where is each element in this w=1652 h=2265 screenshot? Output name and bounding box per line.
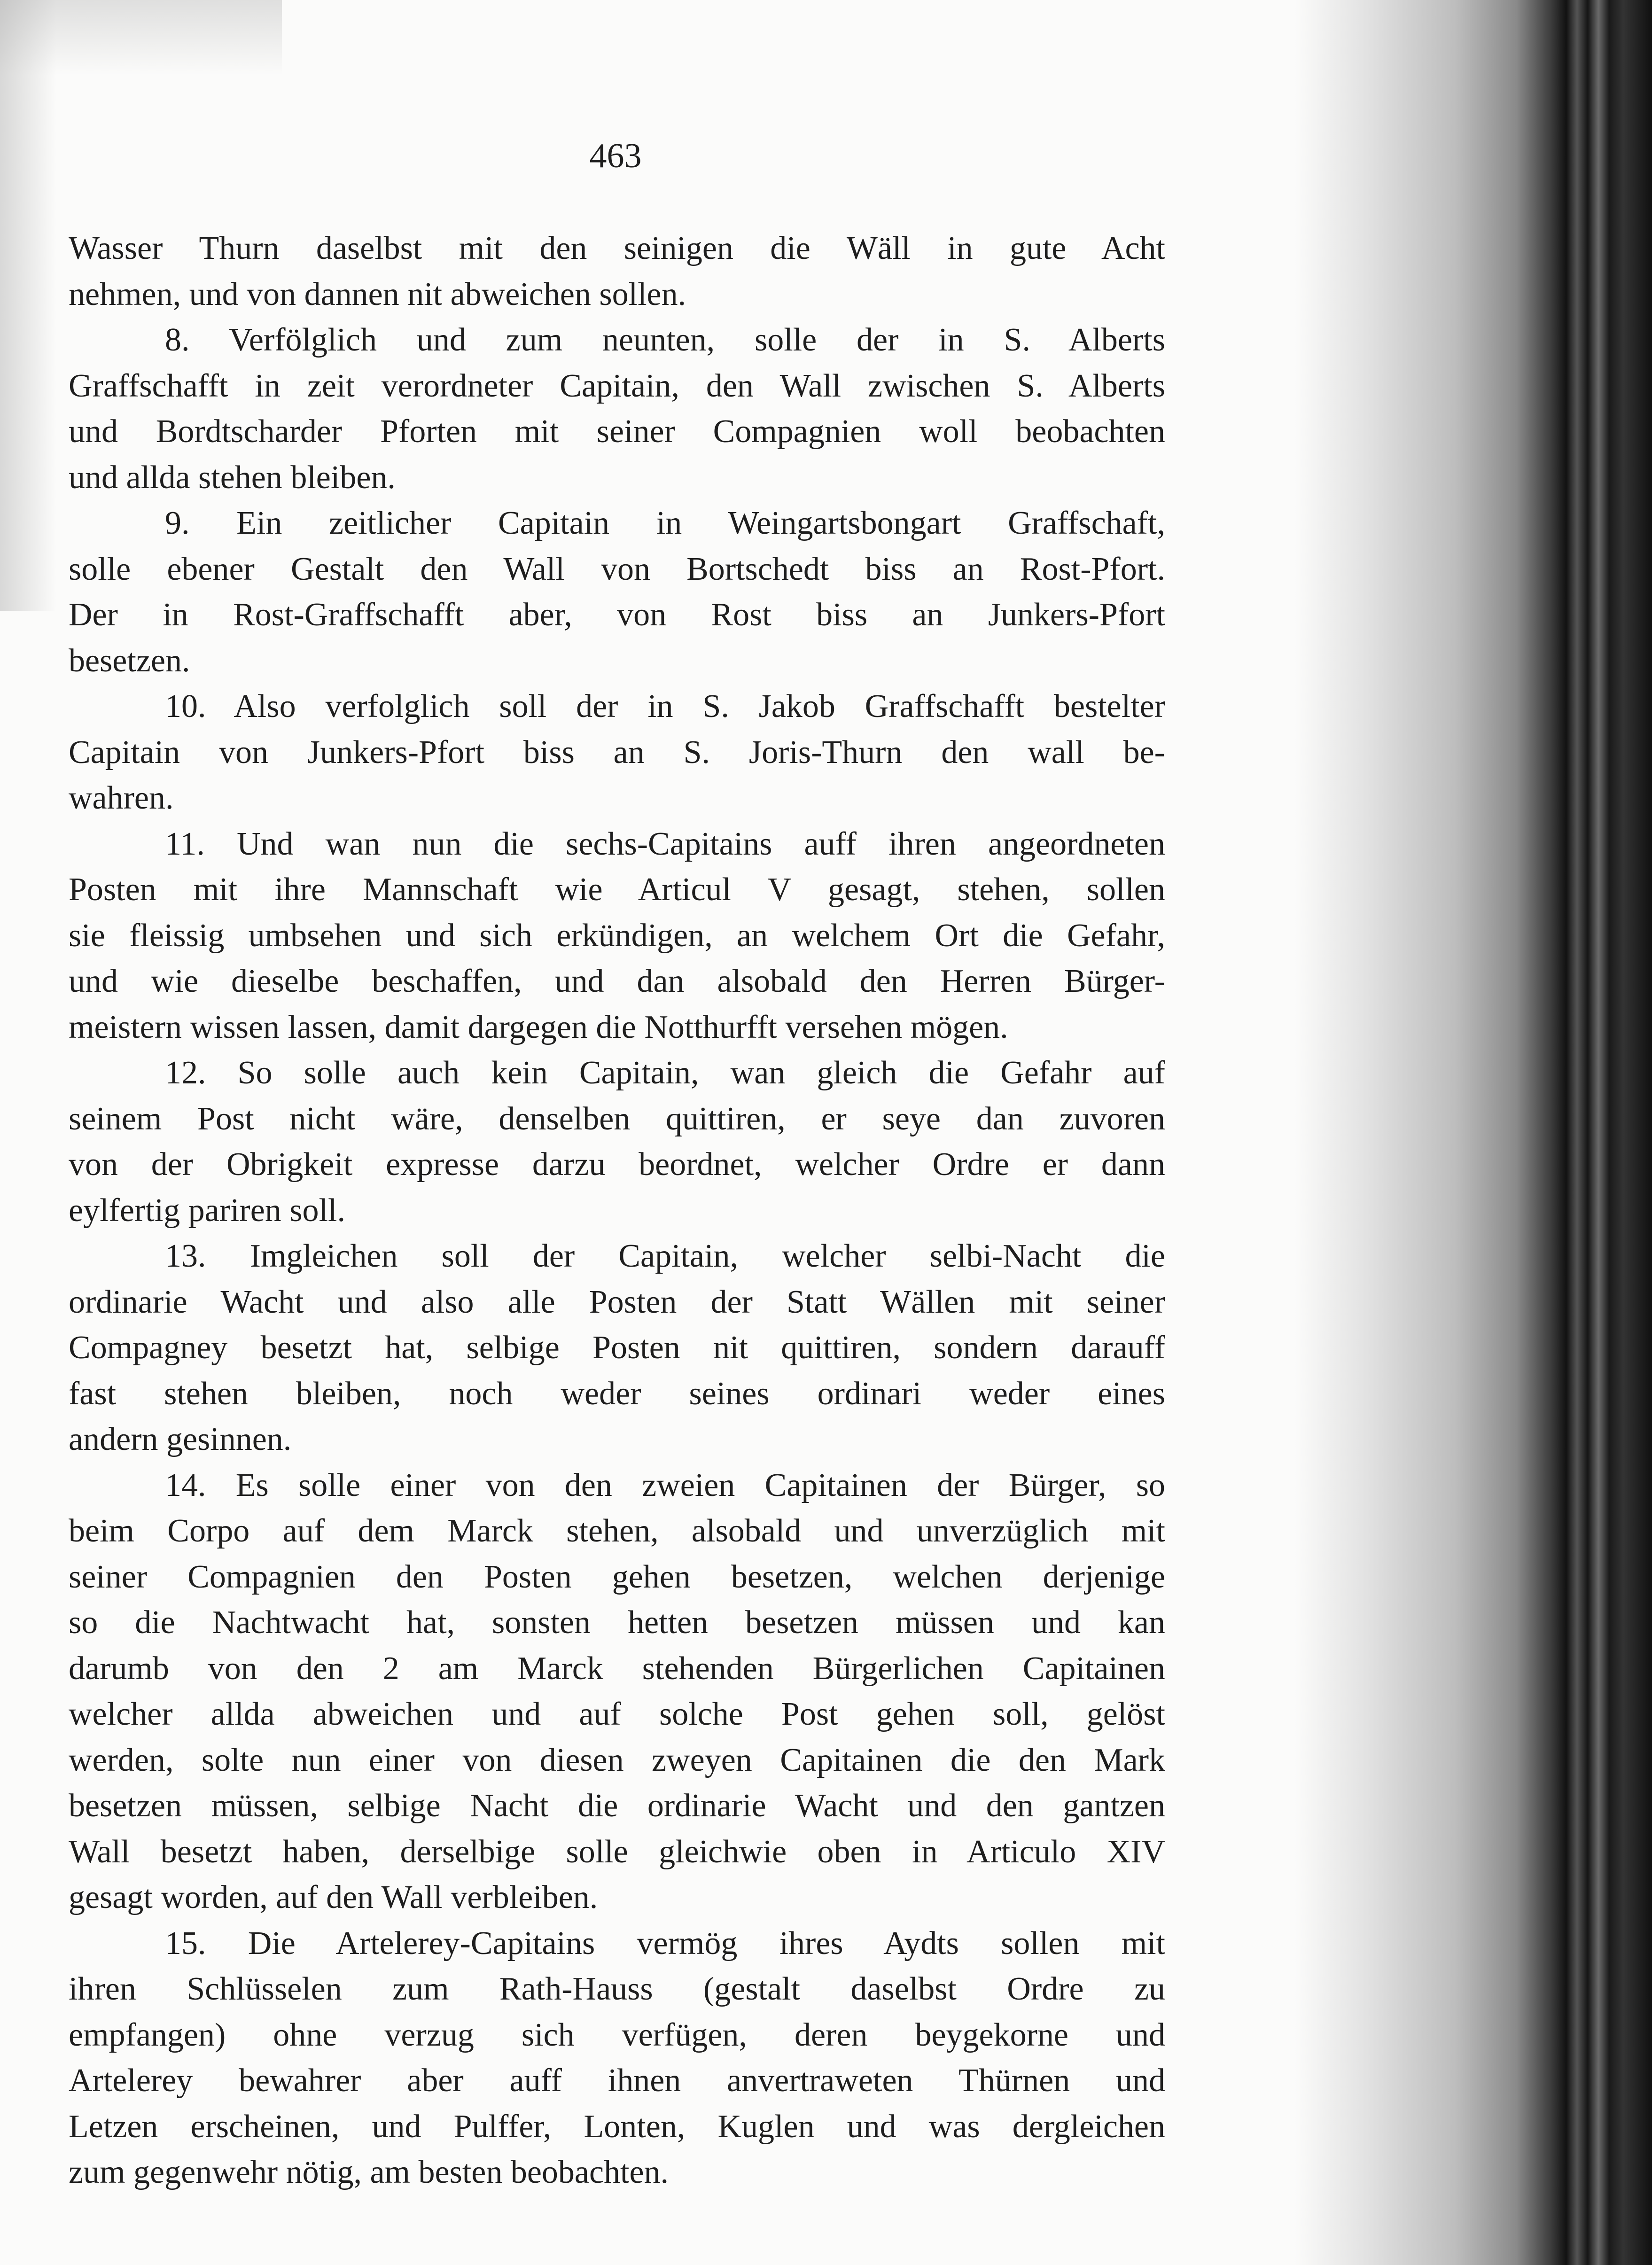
text-line: wahren. xyxy=(69,780,174,816)
text-line: seinem Post nicht wäre, denselben quittiren, er seye dan zuvoren xyxy=(69,1100,1165,1137)
text-line: nehmen, und von dannen nit abweichen sollen. xyxy=(69,276,686,312)
text-line: zum gegenwehr nötig, am besten beobachten. xyxy=(69,2154,669,2190)
text-line: 11. Und wan nun die sechs-Capitains auff ihren angeordneten xyxy=(165,825,1165,862)
body-text xyxy=(69,226,1165,2195)
text-line: meistern wissen lassen, damit dargegen die Notthurfft versehen mögen. xyxy=(69,1009,1008,1045)
paragraph xyxy=(69,1921,1165,2195)
text-line: besetzen. xyxy=(69,642,190,679)
page-number: 463 xyxy=(589,137,642,175)
text-line: empfangen) ohne verzug sich verfügen, deren beygekorne und xyxy=(69,2016,1165,2053)
text-line: 9. Ein zeitlicher Capitain in Weingartsbongart Graffschaft, xyxy=(165,505,1165,541)
paragraph xyxy=(69,1463,1165,1921)
text-line: und wie dieselbe beschaffen, und dan alsobald den Herren Bürger- xyxy=(69,963,1165,999)
text-line: andern gesinnen. xyxy=(69,1421,292,1457)
text-line: 13. Imgleichen soll der Capitain, welcher selbi-Nacht die xyxy=(165,1238,1165,1274)
text-line: seiner Compagnien den Posten gehen besetzen, welchen derjenige xyxy=(69,1558,1165,1595)
text-line: Capitain von Junkers-Pfort biss an S. Joris-Thurn den wall be- xyxy=(69,734,1165,771)
text-line: darumb von den 2 am Marck stehenden Bürgerlichen Capitainen xyxy=(69,1650,1165,1687)
text-line: Wall besetzt haben, derselbige solle gleichwie oben in Articulo XIV xyxy=(69,1833,1165,1870)
text-line: Posten mit ihre Mannschaft wie Articul V gesagt, stehen, sollen xyxy=(69,872,1165,908)
text-line: welcher allda abweichen und auf solche Post gehen soll, gelöst xyxy=(69,1696,1165,1732)
text-line: gesagt worden, auf den Wall verbleiben. xyxy=(69,1879,598,1915)
paragraph xyxy=(69,1050,1165,1233)
text-line: Graffschafft in zeit verordneter Capitain, den Wall zwischen S. Alberts xyxy=(69,367,1165,404)
paragraph xyxy=(69,821,1165,1051)
paragraph xyxy=(69,317,1165,500)
text-line: besetzen müssen, selbige Nacht die ordinarie Wacht und den gantzen xyxy=(69,1788,1165,1824)
text-line: 15. Die Artelerey-Capitains vermög ihres Aydts sollen mit xyxy=(165,1925,1165,1961)
text-line: sie fleissig umbsehen und sich erkündigen, an welchem Ort die Gefahr, xyxy=(69,917,1165,954)
text-line: und allda stehen bleiben. xyxy=(69,459,396,496)
text-line: eylfertig pariren soll. xyxy=(69,1192,345,1229)
text-line: solle ebener Gestalt den Wall von Bortschedt biss an Rost-Pfort. xyxy=(69,551,1165,587)
text-line: werden, solte nun einer von diesen zweyen Capitainen die den Mark xyxy=(69,1742,1165,1778)
text-line: Der in Rost-Graffschafft aber, von Rost biss an Junkers-Pfort xyxy=(69,597,1165,633)
text-line: 10. Also verfolglich soll der in S. Jakob Graffschafft bestelter xyxy=(165,688,1165,724)
scan-edge-shadow-left xyxy=(0,0,56,611)
text-line: Artelerey bewahrer aber auff ihnen anvertraweten Thürnen und xyxy=(69,2063,1165,2099)
text-line: fast stehen bleiben, noch weder seines ordinari weder eines xyxy=(69,1375,1165,1412)
text-line: 14. Es solle einer von den zweien Capitainen der Bürger, so xyxy=(165,1467,1165,1503)
text-line: beim Corpo auf dem Marck stehen, alsobald und unverzüglich mit xyxy=(69,1513,1165,1549)
paragraph xyxy=(69,1233,1165,1463)
text-line: 8. Verfölglich und zum neunten, solle der in S. Alberts xyxy=(165,322,1165,358)
paragraph xyxy=(69,500,1165,684)
text-line: 12. So solle auch kein Capitain, wan gleich die Gefahr auf xyxy=(165,1055,1165,1091)
text-line: Wasser Thurn daselbst mit den seinigen die Wäll in gute Acht xyxy=(69,230,1165,266)
scan-edge-shadow-top xyxy=(0,0,282,75)
text-line: Letzen erscheinen, und Pulffer, Lonten, Kuglen und was dergleichen xyxy=(69,2108,1165,2145)
book-binding-shadow xyxy=(1295,0,1652,2265)
text-line: ihren Schlüsselen zum Rath-Hauss (gestalt daselbst Ordre zu xyxy=(69,1971,1165,2007)
text-line: Compagney besetzt hat, selbige Posten nit quittiren, sondern darauff xyxy=(69,1330,1165,1366)
text-line: von der Obrigkeit expresse darzu beordnet, welcher Ordre er dann xyxy=(69,1146,1165,1183)
paragraph xyxy=(69,226,1165,317)
text-line: ordinarie Wacht und also alle Posten der Statt Wällen mit seiner xyxy=(69,1284,1165,1320)
text-line: und Bordtscharder Pforten mit seiner Compagnien woll beobachten xyxy=(69,413,1165,450)
text-line: so die Nachtwacht hat, sonsten hetten besetzen müssen und kan xyxy=(69,1604,1165,1641)
paragraph xyxy=(69,684,1165,821)
